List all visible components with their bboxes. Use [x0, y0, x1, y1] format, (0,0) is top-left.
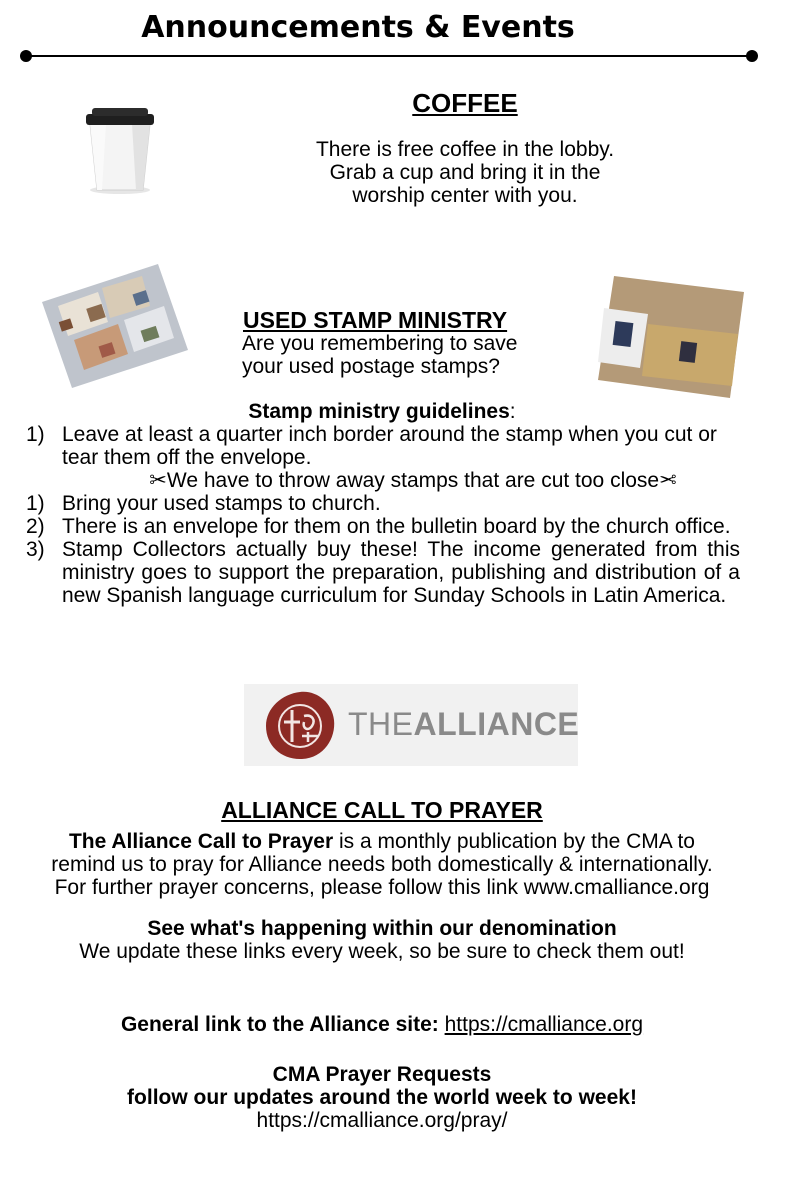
general-link-label: General link to the Alliance site:	[120, 1013, 445, 1036]
denomination-subtext: We update these links every week, so be sure to check them out!	[79, 940, 685, 963]
cmalliance-link[interactable]: https://cmalliance.org	[444, 1013, 644, 1036]
guidelines-heading	[0, 400, 764, 423]
list-item-text: Bring your used stamps to church.	[62, 492, 381, 515]
list-item-text: Stamp Collectors actually buy these! The income generated from this ministry goes to support the preparation, publishing and distribution of a new Spanish language curriculum for Sunday Schools in Latin America.	[62, 538, 740, 607]
divider-right-dot	[746, 50, 758, 62]
prayer-requests-section	[0, 1063, 764, 1132]
list-item	[26, 492, 740, 515]
coffee-line-1: There is free coffee in the lobby.	[315, 138, 615, 161]
denomination-heading: See what's happening within our denomination	[147, 917, 617, 940]
scissors-icon: ✂	[149, 469, 167, 492]
cut-warning	[26, 469, 740, 492]
coffee-heading: COFFEE	[412, 88, 518, 118]
general-link-line	[0, 1013, 764, 1036]
list-item-text: Leave at least a quarter inch border around the stamp when you cut or tear them off the envelope.	[62, 423, 717, 469]
list-item	[26, 515, 740, 538]
list-item-number: 1)	[26, 492, 45, 515]
prayer-line-2: remind us to pray for Alliance needs both domestically & internationally.	[51, 853, 713, 876]
wordmark-the: THE	[348, 706, 414, 742]
scissors-icon: ✂	[659, 469, 677, 492]
stamp-ministry-intro	[242, 332, 517, 378]
coffee-cup-image	[80, 104, 160, 196]
call-to-prayer-text	[0, 830, 764, 899]
page-title: Announcements & Events	[141, 10, 575, 45]
guidelines-colon: :	[509, 400, 516, 423]
call-to-prayer-heading: ALLIANCE CALL TO PRAYER	[221, 797, 543, 823]
coffee-line-2: Grab a cup and bring it in the	[329, 161, 601, 184]
prayer-bold-lead: The Alliance Call to Prayer	[68, 830, 334, 853]
stamp-intro-line-1: Are you remembering to save	[242, 332, 518, 355]
stamp-ministry-heading: USED STAMP MINISTRY	[243, 307, 508, 333]
prayer-requests-subheading: follow our updates around the world week to week!	[127, 1086, 637, 1109]
alliance-seal-icon	[262, 688, 338, 762]
prayer-line-1	[0, 830, 764, 853]
denomination-section	[0, 917, 764, 963]
prayer-requests-heading: CMA Prayer Requests	[272, 1063, 492, 1086]
title-divider	[26, 55, 752, 57]
divider-left-dot	[20, 50, 32, 62]
list-item-text: There is an envelope for them on the bulletin board by the church office.	[62, 515, 731, 538]
prayer-requests-link[interactable]: https://cmalliance.org/pray/	[256, 1109, 508, 1132]
prayer-line-3: For further prayer concerns, please follow this link www.cmalliance.org	[54, 876, 710, 899]
list-item-number: 2)	[26, 515, 45, 538]
list-item	[26, 423, 740, 469]
prayer-line-1-rest: is a monthly publication by the CMA to	[333, 830, 695, 853]
stamp-pile-image	[38, 262, 190, 390]
list-item-number: 1)	[26, 423, 45, 446]
list-item-number: 3)	[26, 538, 45, 561]
wordmark-alliance: ALLIANCE	[413, 706, 580, 742]
alliance-logo	[244, 684, 578, 766]
alliance-wordmark	[348, 706, 579, 743]
coffee-line-3: worship center with you.	[352, 184, 578, 207]
stamp-intro-line-2: your used postage stamps?	[242, 355, 500, 378]
guidelines-heading-text: Stamp ministry guidelines	[248, 400, 510, 423]
list-item	[26, 538, 740, 607]
bulletin-envelope-image	[598, 276, 744, 398]
guidelines-list	[26, 423, 740, 607]
cut-warning-text: We have to throw away stamps that are cut too close	[166, 469, 660, 492]
coffee-text	[290, 138, 640, 207]
